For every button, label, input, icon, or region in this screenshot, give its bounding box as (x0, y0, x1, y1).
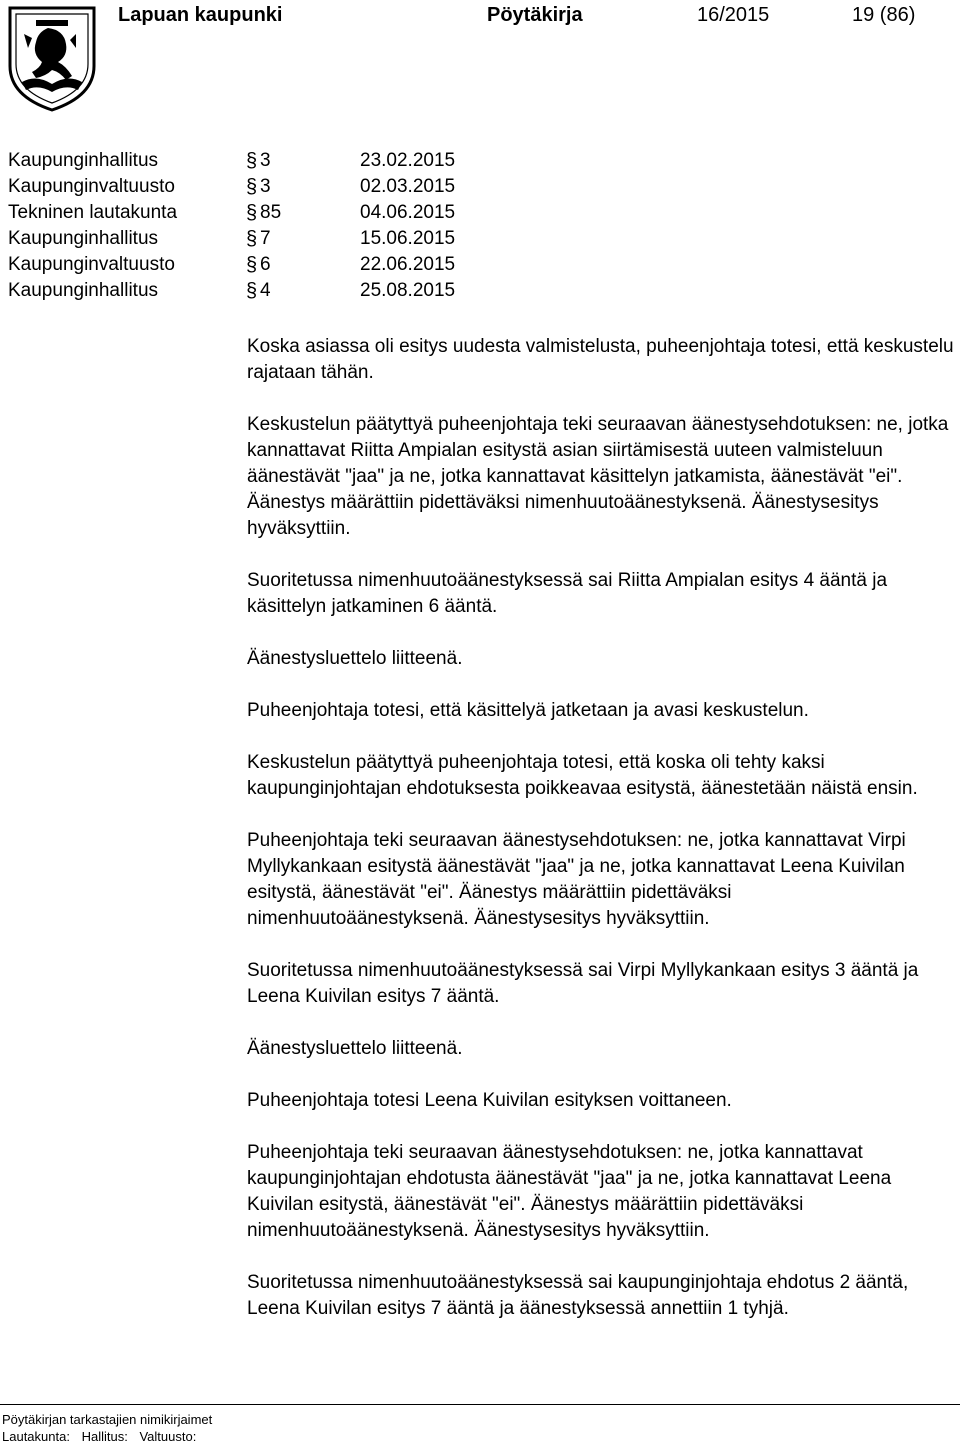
history-row (8, 176, 648, 202)
footer-title: Pöytäkirjan tarkastajien nimikirjaimet (2, 1412, 213, 1427)
history-organ: Kaupunginvaltuusto (8, 254, 175, 275)
history-organ: Tekninen lautakunta (8, 202, 178, 223)
history-date: 25.08.2015 (360, 280, 456, 301)
history-row (8, 202, 648, 228)
section-mark: § (246, 228, 258, 250)
history-number: 3 (260, 176, 271, 197)
footer-divider (0, 1404, 960, 1405)
page-footer (0, 1404, 960, 1445)
section-mark: § (246, 150, 258, 172)
section-mark: § (246, 202, 258, 224)
paragraph: Suoritetussa nimenhuutoäänestyksessä sai Riitta Ampialan esitys 4 ääntä ja käsittelyn jatkaminen 6 ääntä. (247, 570, 888, 617)
history-number: 7 (260, 228, 271, 249)
handling-history (8, 150, 648, 306)
section-mark: § (246, 176, 258, 198)
paragraph: Puheenjohtaja teki seuraavan äänestysehdotuksen: ne, jotka kannattavat kaupunginjohtajan ehdotusta äänestävät "jaa" ja ne, jotka kannattavat Leena Kuivilan esitystä, äänestävät "ei". Äänestys määrättiin pidettäväksi nimenhuutoäänestyksenä. Äänestysesitys hyväksyttiin. (247, 1142, 892, 1241)
paragraph: Suoritetussa nimenhuutoäänestyksessä sai Virpi Myllykankaan esitys 3 ääntä ja Leena Kuivilan esitys 7 ääntä. (247, 960, 919, 1007)
history-row (8, 280, 648, 306)
paragraph: Keskustelun päätyttyä puheenjohtaja teki seuraavan äänestysehdotuksen: ne, jotka kannattavat Riitta Ampialan esitystä asian siirtämisestä uuteen valmisteluun äänestävät "jaa" ja ne, jotka kannattavat käsittelyn jatkamista, äänestävät "ei". Äänestys määrättiin pidettäväksi nimenhuutoäänestyksenä. Äänestysesitys hyväksyttiin. (247, 414, 949, 539)
history-number: 85 (260, 202, 282, 223)
footer-label-valtuusto: Valtuusto: (139, 1429, 197, 1444)
document-number: 16/2015 (697, 4, 770, 26)
history-number: 3 (260, 150, 271, 171)
initials-labels (2, 1429, 204, 1444)
footer-label-hallitus: Hallitus: (81, 1429, 128, 1444)
footer-label-lautakunta: Lautakunta: (2, 1429, 70, 1444)
history-date: 22.06.2015 (360, 254, 456, 275)
paragraph: Äänestysluettelo liitteenä. (247, 1038, 463, 1059)
section-mark: § (246, 254, 258, 276)
page-number: 19 (86) (852, 4, 916, 26)
paragraph: Puheenjohtaja teki seuraavan äänestysehdotuksen: ne, jotka kannattavat Virpi Myllykankaan esitystä äänestävät "jaa" ja ne, jotka kannattavat Leena Kuivilan esitystä, äänestävät "ei". Äänestys määrättiin pidettäväksi nimenhuutoäänestyksenä. Äänestysesitys hyväksyttiin. (247, 830, 906, 929)
paragraph: Koska asiassa oli esitys uudesta valmistelusta, puheenjohtaja totesi, että keskustelu rajataan tähän. (247, 336, 954, 383)
history-date: 15.06.2015 (360, 228, 456, 249)
document-type: Pöytäkirja (487, 4, 583, 26)
paragraph: Keskustelun päätyttyä puheenjohtaja totesi, että koska oli tehty kaksi kaupunginjohtajan ehdotuksesta poikkeavaa esitystä, äänestetään näistä ensin. (247, 752, 918, 799)
page-header (0, 2, 960, 30)
paragraph: Puheenjohtaja totesi, että käsittelyä jatketaan ja avasi keskustelun. (247, 700, 809, 721)
history-number: 4 (260, 280, 271, 301)
history-date: 02.03.2015 (360, 176, 456, 197)
history-row (8, 254, 648, 280)
paragraph: Suoritetussa nimenhuutoäänestyksessä sai kaupunginjohtaja ehdotus 2 ääntä, Leena Kuivilan esitys 7 ääntä ja äänestyksessä annettiin 1 tyhjä. (247, 1272, 909, 1319)
history-row (8, 150, 648, 176)
paragraph: Äänestysluettelo liitteenä. (247, 648, 463, 669)
history-organ: Kaupunginhallitus (8, 228, 159, 249)
history-date: 04.06.2015 (360, 202, 456, 223)
history-date: 23.02.2015 (360, 150, 456, 171)
history-number: 6 (260, 254, 271, 275)
paragraph: Puheenjohtaja totesi Leena Kuivilan esityksen voittaneen. (247, 1090, 732, 1111)
city-name: Lapuan kaupunki (118, 4, 283, 26)
history-organ: Kaupunginvaltuusto (8, 176, 175, 197)
history-row (8, 228, 648, 254)
minutes-body (247, 334, 957, 1348)
history-organ: Kaupunginhallitus (8, 280, 159, 301)
history-organ: Kaupunginhallitus (8, 150, 159, 171)
section-mark: § (246, 280, 258, 302)
